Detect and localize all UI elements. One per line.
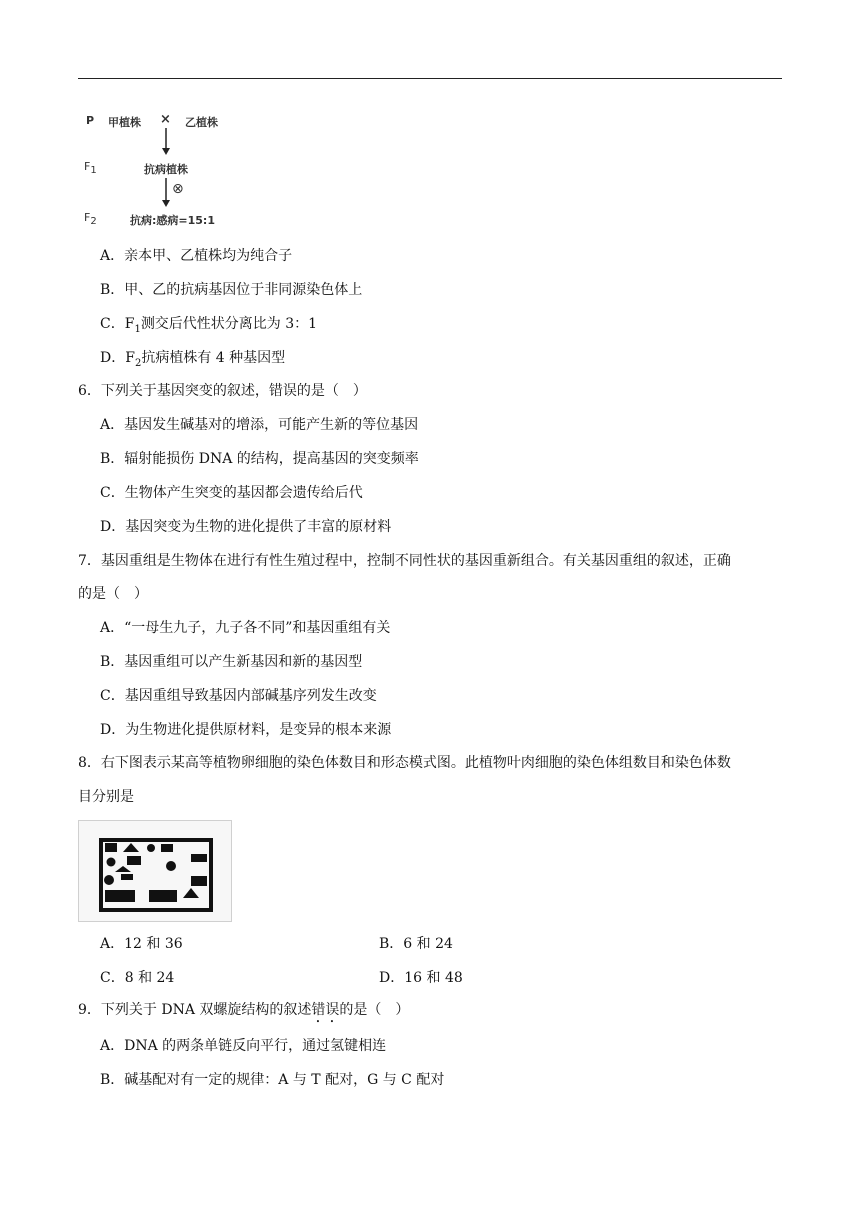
q6-option-b: B．辐射能损伤 DNA 的结构，提高基因的突变频率 (100, 451, 419, 467)
parent-b-label: 乙植株 (185, 116, 218, 129)
q8-option-d: D．16 和 48 (379, 970, 463, 986)
q8-option-c: C．8 和 24 (100, 970, 175, 986)
q7-option-a: A．“一母生九子，九子各不同”和基因重组有关 (100, 620, 391, 636)
f2-generation-label: $F_2$ (84, 211, 97, 228)
q5-option-a: A．亲本甲、乙植株均为纯合子 (100, 248, 293, 264)
q7-stem-line1: 7．基因重组是生物体在进行有性生殖过程中，控制不同性状的基因重新组合。有关基因重组的叙述，正确 (78, 553, 731, 569)
header-rule (78, 78, 782, 79)
cell-outline (99, 838, 213, 912)
f2-ratio: 抗病:感病=15:1 (130, 214, 215, 227)
q9-option-b: B．碱基配对有一定的规律：A 与 T 配对，G 与 C 配对 (100, 1072, 445, 1088)
q6-option-c: C．生物体产生突变的基因都会遗传给后代 (100, 485, 363, 501)
chromosome-shapes (103, 842, 209, 908)
q8-stem-line2: 目分别是 (78, 789, 134, 805)
q6-option-a: A．基因发生碱基对的增添，可能产生新的等位基因 (100, 417, 419, 433)
q6-option-d: D．基因突变为生物的进化提供了丰富的原材料 (100, 519, 392, 535)
q7-option-d: D．为生物进化提供原材料，是变异的根本来源 (100, 722, 392, 738)
cross-symbol: × (160, 112, 171, 127)
q5-option-b: B．甲、乙的抗病基因位于非同源染色体上 (100, 282, 363, 298)
down-arrow-icon (160, 178, 172, 208)
q7-option-c: C．基因重组导致基因内部碱基序列发生改变 (100, 688, 377, 704)
q8-option-b: B．6 和 24 (379, 936, 453, 952)
chromosome-figure (78, 820, 232, 922)
q7-option-b: B．基因重组可以产生新基因和新的基因型 (100, 654, 363, 670)
p-generation-label: P (86, 114, 95, 127)
q5-option-d: D．$F_2$抗病植株有 4 种基因型 (100, 350, 286, 369)
selfing-symbol-icon: ⊗ (172, 181, 184, 197)
q9-option-a: A．DNA 的两条单链反向平行，通过氢键相连 (100, 1038, 387, 1054)
parent-a-label: 甲植株 (108, 116, 141, 129)
q5-option-c: C．$F_1$测交后代性状分离比为 3：1 (100, 316, 318, 335)
q8-option-a: A．12 和 36 (100, 936, 183, 952)
f1-generation-label: $F_1$ (84, 160, 97, 177)
f1-phenotype: 抗病植株 (144, 163, 188, 176)
q8-stem-line1: 8．右下图表示某高等植物卵细胞的染色体数目和形态模式图。此植物叶肉细胞的染色体组数目和染色体数 (78, 755, 731, 771)
q7-stem-line2: 的是（ ） (78, 586, 148, 602)
emphasis-text: 错误 (311, 1002, 340, 1018)
q9-stem: 9．下列关于 DNA 双螺旋结构的叙述错误的是（ ） (78, 1002, 410, 1018)
q6-stem: 6．下列关于基因突变的叙述，错误的是（ ） (78, 383, 367, 399)
down-arrow-icon (160, 128, 172, 156)
